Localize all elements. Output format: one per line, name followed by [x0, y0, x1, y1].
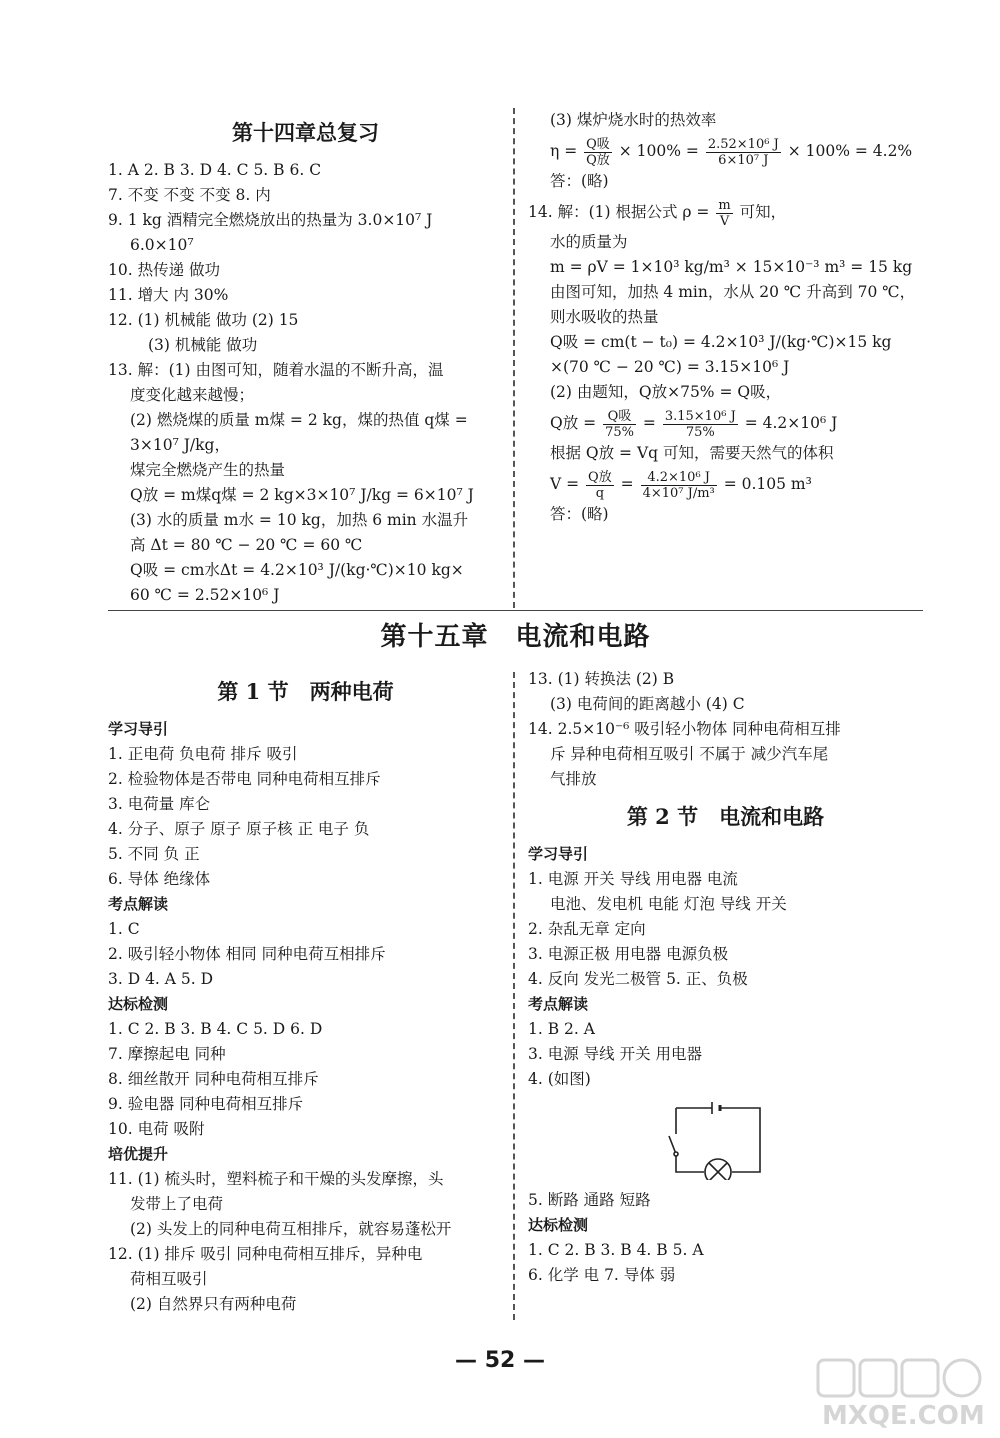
answer-line: 8. 细丝散开 同种电荷相互排斥: [108, 1070, 319, 1088]
answer-line: 高 Δt = 80 ℃ − 20 ℃ = 60 ℃: [130, 536, 363, 554]
subheading-improve: 培优提升: [108, 1145, 169, 1163]
subheading-test: 达标检测: [528, 1216, 589, 1234]
answer-line: 6. 化学 电 7. 导体 弱: [528, 1266, 676, 1284]
answer-line: 12. (1) 机械能 做功 (2) 15: [108, 311, 299, 329]
denominator: V: [719, 213, 730, 229]
denominator: 6×10⁷ J: [718, 152, 769, 168]
denominator: 75%: [605, 424, 634, 440]
formula-text: =: [620, 475, 634, 493]
answer-line: 13. (1) 转换法 (2) B: [528, 670, 675, 688]
answer-line: 13. 解：(1) 由图可知，随着水温的不断升高，温: [108, 361, 444, 379]
answer-line: 1. B 2. A: [528, 1020, 595, 1038]
chapter14-right-column: [528, 108, 923, 527]
answer-line: 1. C: [108, 920, 140, 938]
answer-line: 3. 电源正极 用电器 电源负极: [528, 945, 729, 963]
answer-line: Q放 = m煤q煤 = 2 kg×3×10⁷ J/kg = 6×10⁷ J: [130, 486, 474, 504]
answer-line: (3) 机械能 做功: [148, 336, 258, 354]
chapter14-title: 第十四章总复习: [232, 120, 379, 145]
answer-line: 1. C 2. B 3. B 4. B 5. A: [528, 1241, 704, 1259]
answer-line: 3×10⁷ J/kg，: [130, 436, 230, 454]
answer-line: ×(70 ℃ − 20 ℃) = 3.15×10⁶ J: [550, 358, 790, 376]
answer-line: (2) 燃烧煤的质量 m煤 = 2 kg，煤的热值 q煤 =: [130, 411, 468, 429]
answer-line: 由图可知，加热 4 min，水从 20 ℃ 升高到 70 ℃，: [550, 283, 916, 301]
answer-line: 答：(略): [550, 505, 609, 523]
subheading-points: 考点解读: [528, 995, 589, 1013]
answer-line: 4. (如图): [528, 1070, 591, 1088]
section2-column: [528, 667, 923, 1288]
subheading-points: 考点解读: [108, 895, 169, 913]
formula-text: 可知，: [739, 203, 787, 221]
answer-line: 7. 摩擦起电 同种: [108, 1045, 226, 1063]
answer-line: (2) 头发上的同种电荷互相排斥，就容易蓬松开: [130, 1220, 452, 1238]
subheading-test: 达标检测: [108, 995, 169, 1013]
answer-line: 煤完全燃烧产生的热量: [130, 461, 286, 479]
answer-line: 1. 正电荷 负电荷 排斥 吸引: [108, 745, 298, 763]
answer-line: 水的质量为: [550, 233, 628, 251]
numerator: 2.52×10⁶ J: [707, 136, 779, 152]
fraction: [706, 137, 781, 168]
formula-text: V =: [550, 475, 580, 493]
answer-line: 4. 反向 发光二极管 5. 正、负极: [528, 970, 748, 988]
formula-line: [528, 194, 923, 230]
answer-line: 则水吸收的热量: [550, 308, 659, 326]
answer-line: 2. 杂乱无章 定向: [528, 920, 646, 938]
chapter15-title: 第十五章 电流和电路: [380, 622, 651, 652]
numerator: Q吸: [586, 136, 610, 152]
answer-line: 3. D 4. A 5. D: [108, 970, 214, 988]
formula-text: = 0.105 m³: [723, 475, 812, 493]
subheading-guide: 学习导引: [108, 720, 169, 738]
answer-line: 6. 导体 绝缘体: [108, 870, 211, 888]
answer-line: (2) 由题知，Q放×75% = Q吸，: [550, 383, 782, 401]
fraction: [603, 409, 636, 440]
answer-line: 5. 断路 通路 短路: [528, 1191, 651, 1209]
formula-text: × 100% =: [618, 142, 699, 160]
formula-text: η =: [550, 142, 578, 160]
formula-line: [528, 133, 923, 169]
answer-logo-icon: [812, 1356, 987, 1431]
denominator: 4×10⁷ J/m³: [642, 485, 715, 501]
answer-line: 2. 检验物体是否带电 同种电荷相互排斥: [108, 770, 381, 788]
answer-line: 荷相互吸引: [130, 1270, 208, 1288]
answer-line: 9. 1 kg 酒精完全燃烧放出的热量为 3.0×10⁷ J: [108, 211, 433, 229]
fraction: [641, 470, 717, 501]
answer-line: 3. 电荷量 库仑: [108, 795, 211, 813]
answer-line: 12. (1) 排斥 吸引 同种电荷相互排斥，异种电: [108, 1245, 423, 1263]
answer-line: m = ρV = 1×10³ kg/m³ × 15×10⁻³ m³ = 15 kg: [550, 258, 913, 276]
answer-line: 气排放: [550, 770, 597, 788]
formula-line: [528, 405, 923, 441]
fraction: [663, 409, 738, 440]
formula-text: 14. 解：(1) 根据公式 ρ =: [528, 203, 710, 221]
fraction: [716, 198, 732, 229]
formula-text: =: [642, 414, 656, 432]
formula-line: [528, 466, 923, 502]
numerator: Q放: [588, 469, 612, 485]
answer-line: 7. 不变 不变 不变 8. 内: [108, 186, 271, 204]
column-divider: [513, 108, 515, 608]
answer-line: 5. 不同 负 正: [108, 845, 200, 863]
chapter-divider: [108, 610, 923, 611]
answer-line: 6.0×10⁷: [130, 236, 194, 254]
answer-line: 度变化越来越慢；: [130, 386, 255, 404]
answer-line: 10. 电荷 吸附: [108, 1120, 205, 1138]
numerator: 3.15×10⁶ J: [664, 408, 736, 424]
section1-column: [108, 667, 503, 1317]
answer-line: 9. 验电器 同种电荷相互排斥: [108, 1095, 304, 1113]
chapter14-left-column: [108, 108, 503, 608]
answer-line: 4. 分子、原子 原子 原子核 正 电子 负: [108, 820, 370, 838]
subheading-guide: 学习导引: [528, 845, 589, 863]
watermark-text: MXQE.COM: [822, 1401, 985, 1431]
fraction: [584, 137, 612, 168]
page-number: — 52 —: [455, 1348, 545, 1373]
denominator: 75%: [685, 424, 715, 440]
numerator: m: [718, 197, 731, 213]
formula-text: × 100% = 4.2%: [787, 142, 913, 160]
answer-line: (3) 煤炉烧水时的热效率: [550, 111, 717, 129]
answer-line: 11. (1) 梳头时，塑料梳子和干燥的头发摩擦，头: [108, 1170, 444, 1188]
answer-line: 答：(略): [550, 172, 609, 190]
answer-line: 根据 Q放 = Vq 可知，需要天然气的体积: [550, 444, 834, 462]
fraction: [586, 470, 614, 501]
answer-line: (2) 自然界只有两种电荷: [130, 1295, 297, 1313]
denominator: Q放: [586, 152, 610, 168]
answer-line: 11. 增大 内 30%: [108, 286, 229, 304]
section1-title: 第 1 节 两种电荷: [217, 679, 394, 704]
answer-line: 电池、发电机 电能 灯泡 导线 开关: [550, 895, 787, 913]
answer-line: 1. C 2. B 3. B 4. C 5. D 6. D: [108, 1020, 323, 1038]
denominator: q: [595, 485, 605, 501]
answer-line: 1. A 2. B 3. D 4. C 5. B 6. C: [108, 161, 322, 179]
answer-line: Q吸 = cm水Δt = 4.2×10³ J/(kg·℃)×10 kg×: [130, 561, 464, 579]
numerator: 4.2×10⁶ J: [641, 470, 717, 486]
formula-text: = 4.2×10⁶ J: [744, 414, 838, 432]
answer-line: 1. 电源 开关 导线 用电器 电流: [528, 870, 738, 888]
answer-line: 发带上了电荷: [130, 1195, 224, 1213]
answer-line: (3) 电荷间的距离越小 (4) C: [550, 695, 745, 713]
answer-line: 斥 异种电荷相互吸引 不属于 减少汽车尾: [550, 745, 829, 763]
answer-line: 60 ℃ = 2.52×10⁶ J: [130, 586, 280, 604]
answer-line: Q吸 = cm(t − t₀) = 4.2×10³ J/(kg·℃)×15 kg: [550, 333, 892, 351]
answer-line: 3. 电源 导线 开关 用电器: [528, 1045, 702, 1063]
circuit-diagram-icon: [668, 1100, 768, 1180]
section2-title: 第 2 节 电流和电路: [626, 804, 825, 829]
answer-line: 10. 热传递 做功: [108, 261, 221, 279]
answer-line: 2. 吸引轻小物体 相同 同种电荷互相排斥: [108, 945, 386, 963]
formula-text: Q放 =: [550, 414, 597, 432]
answer-line: (3) 水的质量 m水 = 10 kg，加热 6 min 水温升: [130, 511, 469, 529]
answer-line: 14. 2.5×10⁻⁶ 吸引轻小物体 同种电荷相互排: [528, 720, 841, 738]
column-divider: [513, 672, 515, 1320]
numerator: Q吸: [603, 409, 636, 425]
